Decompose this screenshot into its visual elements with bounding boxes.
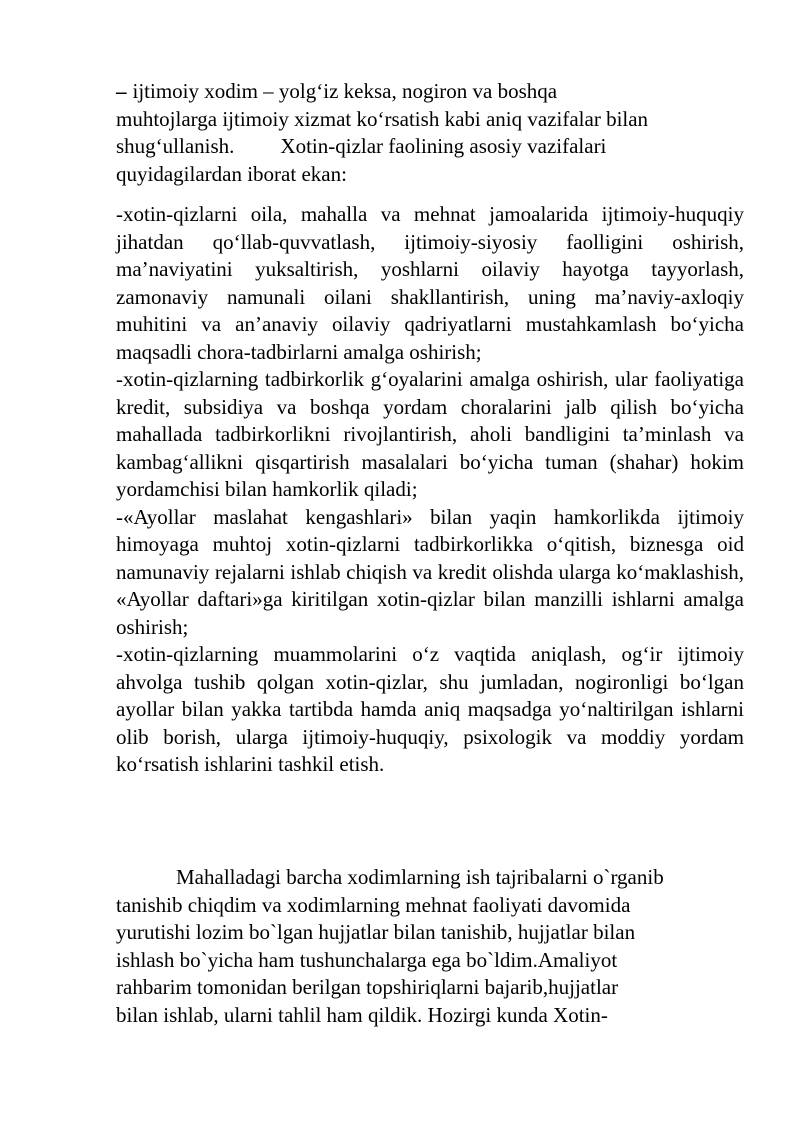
closing-line: ishlash bo`yicha ham tushunchalarga ega bo`ldim.Amaliyot bbox=[116, 947, 618, 972]
intro-paragraph bbox=[116, 78, 736, 188]
closing-line bbox=[116, 864, 744, 892]
duty-item: -xotin-qizlarning tadbirkorlik g‘oyalarini amalga oshirish, ular faoliyatiga kredit, subsidiya va boshqa yordam choralarini jalb qilish bo‘yicha mahallada tadbirkorlikni rivojlantirish, aholi bandligini ta’minlash va kambag‘allikni qisqartirish masalalari bo‘yicha tuman (shahar) hokim yordamchisi bilan hamkorlik qiladi; bbox=[116, 367, 744, 501]
closing-line: tanishib chiqdim va xodimlarning mehnat faoliyati davomida bbox=[116, 892, 631, 917]
intro-line-text: ijtimoiy xodim – yolg‘iz keksa, nogiron va boshqa bbox=[132, 79, 558, 103]
intro-line: quyidagilardan iborat ekan: bbox=[116, 161, 347, 186]
closing-line: bilan ishlab, ularni tahlil ham qildik. Hozirgi kunda Xotin- bbox=[116, 1002, 608, 1027]
duties-list bbox=[116, 201, 744, 779]
closing-line: rahbarim tomonidan berilgan topshiriqlarni bajarib,hujjatlar bbox=[116, 975, 619, 999]
duty-item: -xotin-qizlarning muammolarini o‘z vaqtida aniqlash, og‘ir ijtimoiy ahvolga tushib qolgan xotin-qizlar, shu jumladan, nogironligi bo‘lgan ayollar bilan yakka tartibda hamda aniq maqsadga yo‘naltirilgan ishlarni olib borish, ularga ijtimoiy-huquqiy, psixologik va moddiy yordam ko‘rsatish ishlarini tashkil etish. bbox=[116, 642, 744, 776]
intro-line bbox=[116, 78, 736, 106]
section-heading: Xotin-qizlar faolining asosiy vazifalari bbox=[280, 134, 607, 158]
closing-line: yurutishi lozim bo`lgan hujjatlar bilan tanishib, hujjatlar bilan bbox=[116, 920, 636, 944]
intro-line-text: shug‘ullanish. bbox=[116, 134, 235, 158]
intro-line bbox=[116, 133, 736, 161]
dash-bullet-icon: – bbox=[116, 79, 127, 103]
duty-item: -«Ayollar maslahat kengashlari» bilan yaqin hamkorlikda ijtimoiy himoyaga muhtoj xotin-qizlarni tadbirkorlikka o‘qitish, biznesga oid namunaviy rejalarni ishlab chiqish va kredit olishda ularga ko‘maklashish, «Ayollar daftari»ga kiritilgan xotin-qizlar bilan manzilli ishlarni amalga oshirish; bbox=[116, 504, 744, 639]
closing-line-text: Mahalladagi barcha xodimlarning ish tajribalarni o`rganib bbox=[176, 865, 664, 889]
duty-item: -xotin-qizlarni oila, mahalla va mehnat jamoalarida ijtimoiy-huquqiy jihatdan qo‘llab-quvvatlash, ijtimoiy-siyosiy faolligini oshirish, ma’naviyatini yuksaltirish, yoshlarni oilaviy hayotga tayyorlash, zamonaviy namunali oilani shakllantirish, uning ma’naviy-axloqiy muhitini va an’anaviy oilaviy qadriyatlarni mustahkamlash bo‘yicha maqsadli chora-tadbirlarni amalga oshirish; bbox=[116, 202, 744, 364]
intro-line: muhtojlarga ijtimoiy xizmat ko‘rsatish kabi aniq vazifalar bilan bbox=[116, 106, 649, 131]
closing-paragraph bbox=[116, 864, 744, 1029]
